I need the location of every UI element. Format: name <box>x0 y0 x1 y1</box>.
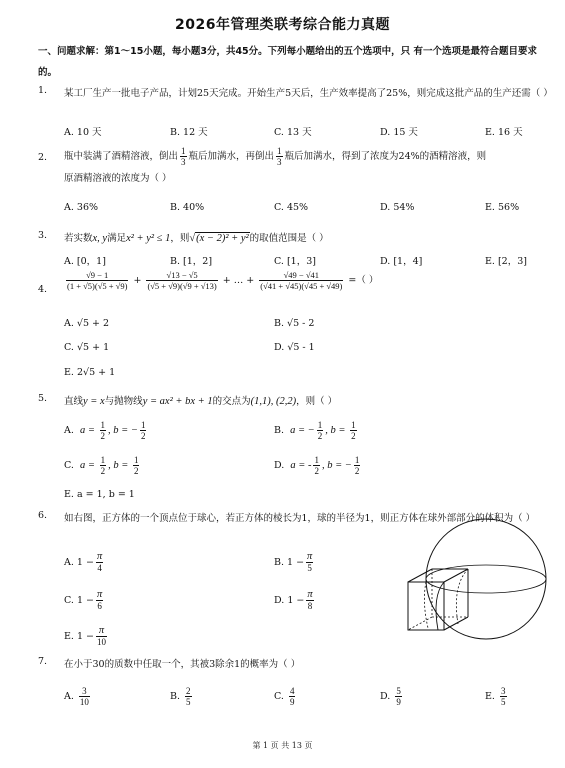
fraction-one-third: $\frac{1}{3}$ <box>277 146 282 167</box>
option-e: E. 1 − $\frac{\pi}{10}$ <box>64 625 106 647</box>
option-b: B. [1，2] <box>170 256 213 267</box>
question-number: 5. <box>38 393 48 404</box>
question-number: 6. <box>38 510 48 521</box>
option-a: A. √5 + 2 <box>64 318 110 329</box>
option-d: D. 1 − $\frac{\pi}{8}$ <box>274 589 313 611</box>
question-stem: 瓶中装满了酒精溶液，倒出 $\frac{1}{3}$ 瓶后加满水，再倒出 $\frac{1}{3}$ 瓶后加满水，得到了浓度为24%的酒精溶液，则 原酒精溶液的浓度为（ ） <box>64 146 487 184</box>
option-c: C. $\frac{4}{9}$ <box>274 686 295 707</box>
option-e: E. [2，3] <box>485 256 527 267</box>
cube-front-face <box>408 582 444 630</box>
option-a: A. 10 天 <box>64 127 102 138</box>
option-a: A. 1 − $\frac{\pi}{4}$ <box>64 551 103 573</box>
sphere-cube-figure <box>402 516 552 642</box>
option-e: E. 16 天 <box>485 127 523 138</box>
option-d: D. [1，4] <box>380 256 423 267</box>
option-c: C. [1，3] <box>274 256 316 267</box>
question-stem: 若实数x, y满足x² + y² ≤ 1，则√(x − 2)² + y²的取值范围是（ ） <box>64 233 329 244</box>
option-d: D. 15 天 <box>380 127 418 138</box>
option-a: A. a = $\frac{1}{2}$ , b = − $\frac{1}{2}$ <box>64 420 146 441</box>
fraction-one-third: $\frac{1}{3}$ <box>181 146 186 167</box>
option-b: B. √5 - 2 <box>274 318 315 329</box>
option-a: A. 36% <box>64 202 99 213</box>
option-c: C. 13 天 <box>274 127 312 138</box>
question-stem: $\frac{√9 - 1}{(1 + √5)(√5 + √9)}$ + $\frac{√13 - √5}{(√5 + √9)(√9 + √13)}$ + … + $\frac{√49 - √41}{(√41 + √45)(√45 + √49)}$ =（ ） <box>67 270 379 291</box>
question-stem: 直线y = x与抛物线y = ax² + bx + 1的交点为(1,1), (2,2)，则（ ） <box>64 396 338 407</box>
question-number: 7. <box>38 656 48 667</box>
option-c: C. 45% <box>274 202 309 213</box>
option-b: B. 12 天 <box>170 127 208 138</box>
option-a: A. $\frac{3}{10}$ <box>64 686 89 707</box>
section-heading: 一、问题求解：第1～15小题，每小题3分，共45分。下列每小题给出的五个选项中，只 有一个选项是最符合题目要求的。 <box>38 46 537 78</box>
question-number: 1. <box>38 85 48 96</box>
option-e: E. a = 1, b = 1 <box>64 489 135 500</box>
option-d: D. a = - $\frac{1}{2}$ , b = − $\frac{1}{2}$ <box>274 455 360 476</box>
term-fraction: $\frac{√13 - √5}{(√5 + √9)(√9 + √13)}$ <box>147 270 217 291</box>
option-c: C. a = $\frac{1}{2}$ , b = $\frac{1}{2}$ <box>64 455 139 476</box>
question-stem: 在小于30的质数中任取一个，其被3除余1的概率为（ ） <box>64 659 301 670</box>
option-b: B. 1 − $\frac{\pi}{5}$ <box>274 551 313 573</box>
term-fraction: $\frac{√49 - √41}{(√41 + √45)(√45 + √49)}$ <box>260 270 343 291</box>
option-b: B. $\frac{2}{5}$ <box>170 686 191 707</box>
question-stem: 某工厂生产一批电子产品，计划25天完成。开始生产5天后，生产效率提高了25%，则完成这批产品的生产还需（ ） <box>64 88 553 99</box>
option-d: D. √5 - 1 <box>274 342 315 353</box>
option-e: E. $\frac{3}{5}$ <box>485 686 506 707</box>
option-d: D. $\frac{5}{9}$ <box>380 686 401 707</box>
page-footer: 第 1 页 共 13 页 <box>252 741 313 750</box>
option-c: C. √5 + 1 <box>64 342 110 353</box>
option-d: D. 54% <box>380 202 415 213</box>
question-number: 2. <box>38 152 48 163</box>
question-number: 3. <box>38 230 48 241</box>
option-e: E. 2√5 + 1 <box>64 367 116 378</box>
question-stem: 如右图，正方体的一个顶点位于球心，若正方体的棱长为1，球的半径为1，则正方体在球外部部分的体积为（ ） <box>64 513 536 524</box>
option-b: B. 40% <box>170 202 205 213</box>
question-number: 4. <box>38 284 48 295</box>
option-b: B. a = − $\frac{1}{2}$ , b = $\frac{1}{2}$ <box>274 420 356 441</box>
page-title: 2026年管理类联考综合能力真题 <box>175 17 390 33</box>
option-e: E. 56% <box>485 202 520 213</box>
option-a: A. [0，1] <box>64 256 106 267</box>
term-fraction: $\frac{√9 - 1}{(1 + √5)(√5 + √9)}$ <box>67 270 128 291</box>
option-c: C. 1 − $\frac{\pi}{6}$ <box>64 589 103 611</box>
